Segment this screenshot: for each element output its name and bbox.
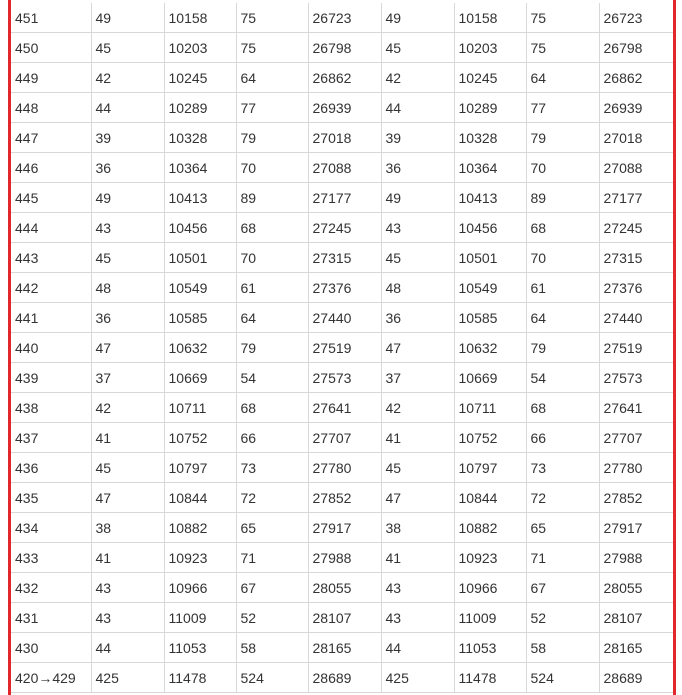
table-cell: 67 <box>236 573 308 603</box>
table-cell: 420→429 <box>11 663 91 693</box>
table-cell: 61 <box>526 273 599 303</box>
table-cell: 77 <box>526 93 599 123</box>
table-cell: 10966 <box>454 573 526 603</box>
table-cell: 10456 <box>164 213 236 243</box>
table-cell: 52 <box>236 603 308 633</box>
table-cell: 48 <box>91 273 164 303</box>
table-cell: 27088 <box>308 153 381 183</box>
table-cell: 26939 <box>308 93 381 123</box>
table-row <box>11 183 673 213</box>
table-cell: 43 <box>91 603 164 633</box>
table-cell: 10585 <box>454 303 526 333</box>
table-row <box>11 633 673 663</box>
table-cell: 10245 <box>454 63 526 93</box>
table-cell: 10669 <box>454 363 526 393</box>
table-cell: 439 <box>11 363 91 393</box>
table-cell: 68 <box>236 213 308 243</box>
table-cell: 433 <box>11 543 91 573</box>
table-cell: 27988 <box>599 543 673 573</box>
table-cell: 10669 <box>164 363 236 393</box>
table-cell: 64 <box>236 63 308 93</box>
table-cell: 65 <box>526 513 599 543</box>
table-row <box>11 483 673 513</box>
table-cell: 10797 <box>164 453 236 483</box>
table-row <box>11 393 673 423</box>
table-cell: 443 <box>11 243 91 273</box>
table-cell: 66 <box>526 423 599 453</box>
table-cell: 10844 <box>164 483 236 513</box>
table-cell: 64 <box>526 63 599 93</box>
table-cell: 10328 <box>454 123 526 153</box>
table-cell: 27245 <box>308 213 381 243</box>
score-table <box>11 3 674 693</box>
table-cell: 45 <box>381 453 454 483</box>
table-cell: 442 <box>11 273 91 303</box>
table-cell: 26862 <box>599 63 673 93</box>
table-cell: 44 <box>381 633 454 663</box>
table-cell: 26798 <box>599 33 673 63</box>
table-cell: 43 <box>381 213 454 243</box>
table-cell: 79 <box>526 333 599 363</box>
table-row <box>11 423 673 453</box>
table-cell: 10203 <box>454 33 526 63</box>
table-cell: 27376 <box>308 273 381 303</box>
table-cell: 28055 <box>599 573 673 603</box>
table-row <box>11 543 673 573</box>
table-cell: 27917 <box>599 513 673 543</box>
table-cell: 10711 <box>164 393 236 423</box>
table-cell: 43 <box>91 213 164 243</box>
table-cell: 45 <box>91 243 164 273</box>
table-cell: 27641 <box>308 393 381 423</box>
table-cell: 451 <box>11 3 91 33</box>
table-cell: 71 <box>526 543 599 573</box>
table-cell: 26939 <box>599 93 673 123</box>
table-cell: 27988 <box>308 543 381 573</box>
table-cell: 27573 <box>599 363 673 393</box>
table-cell: 26862 <box>308 63 381 93</box>
table-cell: 26723 <box>599 3 673 33</box>
table-cell: 27018 <box>599 123 673 153</box>
table-cell: 70 <box>236 153 308 183</box>
table-cell: 449 <box>11 63 91 93</box>
table-cell: 49 <box>91 3 164 33</box>
table-cell: 41 <box>381 543 454 573</box>
table-cell: 73 <box>526 453 599 483</box>
table-cell: 10797 <box>454 453 526 483</box>
table-cell: 11053 <box>454 633 526 663</box>
table-cell: 26723 <box>308 3 381 33</box>
table-cell: 27519 <box>308 333 381 363</box>
table-cell: 450 <box>11 33 91 63</box>
table-cell: 48 <box>381 273 454 303</box>
table-cell: 10158 <box>164 3 236 33</box>
table-cell: 28689 <box>599 663 673 693</box>
table-cell: 27641 <box>599 393 673 423</box>
table-cell: 65 <box>236 513 308 543</box>
table-cell: 70 <box>526 153 599 183</box>
table-cell: 41 <box>91 423 164 453</box>
table-cell: 11478 <box>164 663 236 693</box>
table-cell: 39 <box>91 123 164 153</box>
table-row <box>11 663 673 693</box>
table-cell: 10413 <box>164 183 236 213</box>
table-cell: 448 <box>11 93 91 123</box>
table-cell: 10882 <box>164 513 236 543</box>
table-row <box>11 93 673 123</box>
table-cell: 28165 <box>308 633 381 663</box>
table-cell: 27440 <box>308 303 381 333</box>
table-cell: 434 <box>11 513 91 543</box>
table-cell: 45 <box>91 33 164 63</box>
table-row <box>11 573 673 603</box>
table-cell: 27917 <box>308 513 381 543</box>
table-row <box>11 513 673 543</box>
table-cell: 79 <box>526 123 599 153</box>
table-cell: 36 <box>381 303 454 333</box>
table-cell: 27376 <box>599 273 673 303</box>
table-cell: 430 <box>11 633 91 663</box>
table-cell: 37 <box>381 363 454 393</box>
table-cell: 73 <box>236 453 308 483</box>
table-cell: 10501 <box>454 243 526 273</box>
table-cell: 444 <box>11 213 91 243</box>
table-cell: 72 <box>526 483 599 513</box>
table-cell: 44 <box>91 633 164 663</box>
table-cell: 75 <box>526 3 599 33</box>
table-cell: 10289 <box>454 93 526 123</box>
table-cell: 10752 <box>454 423 526 453</box>
table-cell: 49 <box>381 183 454 213</box>
table-cell: 28107 <box>599 603 673 633</box>
table-cell: 39 <box>381 123 454 153</box>
table-cell: 27440 <box>599 303 673 333</box>
table-cell: 77 <box>236 93 308 123</box>
table-cell: 68 <box>526 393 599 423</box>
table-cell: 27780 <box>308 453 381 483</box>
table-cell: 11009 <box>454 603 526 633</box>
table-cell: 68 <box>236 393 308 423</box>
table-cell: 38 <box>381 513 454 543</box>
table-cell: 441 <box>11 303 91 333</box>
table-cell: 27707 <box>308 423 381 453</box>
table-row <box>11 363 673 393</box>
table-cell: 42 <box>381 63 454 93</box>
table-cell: 37 <box>91 363 164 393</box>
table-cell: 43 <box>381 573 454 603</box>
table-cell: 75 <box>236 33 308 63</box>
table-cell: 10923 <box>454 543 526 573</box>
table-cell: 425 <box>91 663 164 693</box>
table-cell: 75 <box>526 33 599 63</box>
table-row <box>11 3 673 33</box>
table-cell: 28689 <box>308 663 381 693</box>
table-cell: 440 <box>11 333 91 363</box>
table-cell: 446 <box>11 153 91 183</box>
table-cell: 10966 <box>164 573 236 603</box>
table-cell: 42 <box>381 393 454 423</box>
table-cell: 64 <box>236 303 308 333</box>
table-cell: 66 <box>236 423 308 453</box>
table-cell: 27519 <box>599 333 673 363</box>
table-cell: 79 <box>236 333 308 363</box>
table-row <box>11 603 673 633</box>
table-cell: 89 <box>526 183 599 213</box>
table-cell: 89 <box>236 183 308 213</box>
table-cell: 10501 <box>164 243 236 273</box>
table-cell: 10882 <box>454 513 526 543</box>
table-cell: 10711 <box>454 393 526 423</box>
table-cell: 42 <box>91 393 164 423</box>
table-cell: 10632 <box>164 333 236 363</box>
table-cell: 43 <box>381 603 454 633</box>
table-row <box>11 63 673 93</box>
table-cell: 10456 <box>454 213 526 243</box>
table-cell: 11478 <box>454 663 526 693</box>
table-cell: 27245 <box>599 213 673 243</box>
table-cell: 445 <box>11 183 91 213</box>
table-cell: 10158 <box>454 3 526 33</box>
table-cell: 435 <box>11 483 91 513</box>
table-cell: 10413 <box>454 183 526 213</box>
table-cell: 28107 <box>308 603 381 633</box>
table-cell: 436 <box>11 453 91 483</box>
table-cell: 67 <box>526 573 599 603</box>
table-cell: 10328 <box>164 123 236 153</box>
table-cell: 54 <box>526 363 599 393</box>
table-cell: 10364 <box>164 153 236 183</box>
table-cell: 36 <box>381 153 454 183</box>
table-cell: 27852 <box>308 483 381 513</box>
table-cell: 438 <box>11 393 91 423</box>
table-cell: 58 <box>236 633 308 663</box>
table-cell: 52 <box>526 603 599 633</box>
table-cell: 27315 <box>599 243 673 273</box>
table-cell: 70 <box>236 243 308 273</box>
table-cell: 49 <box>381 3 454 33</box>
table-cell: 38 <box>91 513 164 543</box>
table-cell: 27780 <box>599 453 673 483</box>
table-cell: 71 <box>236 543 308 573</box>
table-cell: 75 <box>236 3 308 33</box>
table-cell: 27177 <box>599 183 673 213</box>
table-cell: 45 <box>91 453 164 483</box>
table-cell: 41 <box>381 423 454 453</box>
table-cell: 27018 <box>308 123 381 153</box>
table-cell: 27177 <box>308 183 381 213</box>
table-row <box>11 453 673 483</box>
table-body <box>11 3 673 693</box>
table-cell: 45 <box>381 33 454 63</box>
table-cell: 43 <box>91 573 164 603</box>
table-cell: 27315 <box>308 243 381 273</box>
table-row <box>11 123 673 153</box>
table-cell: 49 <box>91 183 164 213</box>
table-cell: 27707 <box>599 423 673 453</box>
table-cell: 10923 <box>164 543 236 573</box>
table-cell: 437 <box>11 423 91 453</box>
table-cell: 11009 <box>164 603 236 633</box>
table-cell: 10203 <box>164 33 236 63</box>
table-cell: 432 <box>11 573 91 603</box>
table-cell: 36 <box>91 303 164 333</box>
table-cell: 58 <box>526 633 599 663</box>
table-cell: 10549 <box>454 273 526 303</box>
table-cell: 447 <box>11 123 91 153</box>
table-cell: 47 <box>381 483 454 513</box>
table-cell: 425 <box>381 663 454 693</box>
table-row <box>11 213 673 243</box>
table-cell: 431 <box>11 603 91 633</box>
table-cell: 10632 <box>454 333 526 363</box>
table-cell: 47 <box>91 333 164 363</box>
table-cell: 54 <box>236 363 308 393</box>
table-cell: 10585 <box>164 303 236 333</box>
table-cell: 47 <box>381 333 454 363</box>
table-cell: 44 <box>91 93 164 123</box>
table-cell: 10844 <box>454 483 526 513</box>
table-cell: 61 <box>236 273 308 303</box>
table-cell: 72 <box>236 483 308 513</box>
table-row <box>11 243 673 273</box>
table-cell: 10245 <box>164 63 236 93</box>
table-cell: 27573 <box>308 363 381 393</box>
table-row <box>11 273 673 303</box>
table-row <box>11 33 673 63</box>
table-cell: 28055 <box>308 573 381 603</box>
table-cell: 10549 <box>164 273 236 303</box>
table-row <box>11 153 673 183</box>
table-cell: 36 <box>91 153 164 183</box>
table-cell: 10752 <box>164 423 236 453</box>
table-cell: 28165 <box>599 633 673 663</box>
table-cell: 26798 <box>308 33 381 63</box>
score-table-frame <box>8 0 676 695</box>
table-cell: 524 <box>236 663 308 693</box>
table-cell: 42 <box>91 63 164 93</box>
table-cell: 11053 <box>164 633 236 663</box>
table-cell: 45 <box>381 243 454 273</box>
table-cell: 70 <box>526 243 599 273</box>
table-cell: 68 <box>526 213 599 243</box>
table-cell: 44 <box>381 93 454 123</box>
table-row <box>11 333 673 363</box>
table-row <box>11 303 673 333</box>
table-cell: 10289 <box>164 93 236 123</box>
table-cell: 41 <box>91 543 164 573</box>
table-cell: 64 <box>526 303 599 333</box>
table-cell: 79 <box>236 123 308 153</box>
table-cell: 27852 <box>599 483 673 513</box>
table-cell: 47 <box>91 483 164 513</box>
table-cell: 27088 <box>599 153 673 183</box>
table-cell: 524 <box>526 663 599 693</box>
table-cell: 10364 <box>454 153 526 183</box>
